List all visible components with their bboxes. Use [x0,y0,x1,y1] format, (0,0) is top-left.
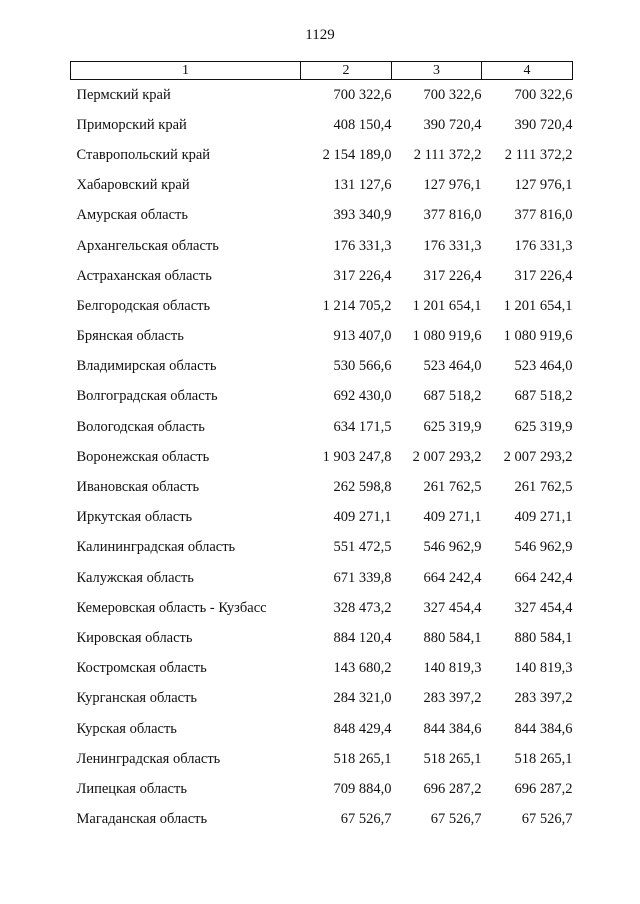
value-col-2-cell: 700 322,6 [333,86,392,103]
header-col-3: 3 [392,62,482,80]
value-col-2-cell: 317 226,4 [333,267,392,284]
region-name-cell: Ленинградская область [76,750,221,767]
table-row [71,563,573,593]
value-col-2-cell: 2 154 189,0 [322,146,392,163]
region-name-cell: Липецкая область [76,780,187,797]
table-row [71,623,573,653]
region-name-cell: Ивановская область [76,479,200,496]
region-name-cell: Калининградская область [76,539,236,556]
value-col-2-cell: 393 340,9 [333,207,392,224]
table-row [71,140,573,170]
budget-table [70,61,573,835]
region-name-cell: Волгоградская область [76,388,218,405]
value-col-3-cell: 546 962,9 [423,539,482,556]
value-col-2-cell: 884 120,4 [333,629,392,646]
region-name-cell: Костромская область [76,660,207,677]
value-col-2-cell: 67 526,7 [340,811,392,828]
value-col-4-cell: 700 322,6 [514,86,573,103]
table-row [71,533,573,563]
value-col-4-cell: 409 271,1 [514,509,573,526]
value-col-2-cell: 176 331,3 [333,237,392,254]
value-col-4-cell: 176 331,3 [514,237,573,254]
value-col-3-cell: 176 331,3 [423,237,482,254]
header-row [71,62,573,80]
table-row [71,684,573,714]
value-col-4-cell: 523 464,0 [514,358,573,375]
value-col-3-cell: 283 397,2 [423,690,482,707]
value-col-3-cell: 700 322,6 [423,86,482,103]
value-col-4-cell: 687 518,2 [514,388,573,405]
table-row [71,774,573,804]
value-col-3-cell: 844 384,6 [423,720,482,737]
region-name-cell: Кемеровская область - Кузбасс [76,599,267,616]
table-row [71,714,573,744]
value-col-3-cell: 518 265,1 [423,750,482,767]
table-row [71,322,573,352]
value-col-3-cell: 2 007 293,2 [412,448,482,465]
region-name-cell: Вологодская область [76,418,205,435]
value-col-3-cell: 327 454,4 [423,599,482,616]
table-row [71,231,573,261]
value-col-3-cell: 127 976,1 [423,177,482,194]
value-col-4-cell: 1 201 654,1 [503,297,573,314]
value-col-3-cell: 696 287,2 [423,780,482,797]
table-row [71,171,573,201]
value-col-3-cell: 880 584,1 [423,629,482,646]
value-col-2-cell: 1 903 247,8 [322,448,392,465]
value-col-2-cell: 848 429,4 [333,720,392,737]
region-name-cell: Архангельская область [76,237,219,254]
value-col-3-cell: 261 762,5 [423,479,482,496]
value-col-3-cell: 523 464,0 [423,358,482,375]
value-col-4-cell: 283 397,2 [514,690,573,707]
value-col-4-cell: 390 720,4 [514,116,573,133]
value-col-4-cell: 664 242,4 [514,569,573,586]
table-row [71,593,573,623]
value-col-3-cell: 1 080 919,6 [412,328,482,345]
table-header [71,62,573,80]
value-col-2-cell: 913 407,0 [333,328,392,345]
value-col-4-cell: 261 762,5 [514,479,573,496]
value-col-4-cell: 377 816,0 [514,207,573,224]
table-row [71,80,573,111]
value-col-4-cell: 2 111 372,2 [504,146,573,163]
region-name-cell: Калужская область [76,569,194,586]
value-col-2-cell: 551 472,5 [333,539,392,556]
region-name-cell: Курская область [76,720,177,737]
region-name-cell: Брянская область [76,328,184,345]
table-row [71,352,573,382]
page-number: 1129 [305,27,335,43]
value-col-3-cell: 625 319,9 [423,418,482,435]
table-row [71,261,573,291]
region-name-cell: Курганская область [76,690,198,707]
value-col-4-cell: 317 226,4 [514,267,573,284]
value-col-2-cell: 262 598,8 [333,479,392,496]
value-col-4-cell: 140 819,3 [514,660,573,677]
value-col-3-cell: 1 201 654,1 [412,297,482,314]
value-col-2-cell: 408 150,4 [333,116,392,133]
value-col-3-cell: 140 819,3 [423,660,482,677]
value-col-3-cell: 664 242,4 [423,569,482,586]
region-name-cell: Магаданская область [76,811,208,828]
value-col-2-cell: 143 680,2 [333,660,392,677]
value-col-2-cell: 692 430,0 [333,388,392,405]
table-row [71,805,573,835]
table-row [71,412,573,442]
value-col-4-cell: 518 265,1 [514,750,573,767]
region-name-cell: Воронежская область [76,448,210,465]
value-col-4-cell: 546 962,9 [514,539,573,556]
region-name-cell: Амурская область [76,207,188,224]
value-col-4-cell: 696 287,2 [514,780,573,797]
region-name-cell: Кировская область [76,629,193,646]
value-col-3-cell: 687 518,2 [423,388,482,405]
table-row [71,291,573,321]
table-body [71,80,573,835]
value-col-4-cell: 880 584,1 [514,629,573,646]
header-col-4: 4 [482,62,573,80]
value-col-2-cell: 709 884,0 [333,780,392,797]
value-col-2-cell: 518 265,1 [333,750,392,767]
value-col-4-cell: 2 007 293,2 [503,448,573,465]
value-col-4-cell: 67 526,7 [521,811,573,828]
value-col-3-cell: 377 816,0 [423,207,482,224]
region-name-cell: Астраханская область [76,267,212,284]
value-col-4-cell: 327 454,4 [514,599,573,616]
value-col-4-cell: 1 080 919,6 [503,328,573,345]
value-col-2-cell: 634 171,5 [333,418,392,435]
value-col-3-cell: 409 271,1 [423,509,482,526]
table-row [71,503,573,533]
region-name-cell: Белгородская область [76,297,211,314]
table-row [71,744,573,774]
table-row [71,472,573,502]
table-row [71,654,573,684]
header-col-1: 1 [71,62,301,80]
header-col-2: 2 [301,62,392,80]
value-col-2-cell: 328 473,2 [333,599,392,616]
value-col-2-cell: 530 566,6 [333,358,392,375]
table-row [71,201,573,231]
value-col-2-cell: 409 271,1 [333,509,392,526]
region-name-cell: Хабаровский край [76,177,190,194]
value-col-2-cell: 284 321,0 [333,690,392,707]
table-row [71,382,573,412]
region-name-cell: Пермский край [76,86,171,103]
value-col-3-cell: 317 226,4 [423,267,482,284]
value-col-3-cell: 67 526,7 [430,811,482,828]
value-col-4-cell: 127 976,1 [514,177,573,194]
value-col-2-cell: 131 127,6 [333,177,392,194]
value-col-2-cell: 1 214 705,2 [322,297,392,314]
region-name-cell: Владимирская область [76,358,217,375]
value-col-4-cell: 625 319,9 [514,418,573,435]
value-col-2-cell: 671 339,8 [333,569,392,586]
region-name-cell: Ставропольский край [76,146,211,163]
region-name-cell: Иркутская область [76,509,193,526]
value-col-3-cell: 2 111 372,2 [413,146,482,163]
value-col-4-cell: 844 384,6 [514,720,573,737]
table-row [71,442,573,472]
value-col-3-cell: 390 720,4 [423,116,482,133]
table-row [71,110,573,140]
region-name-cell: Приморский край [76,116,187,133]
